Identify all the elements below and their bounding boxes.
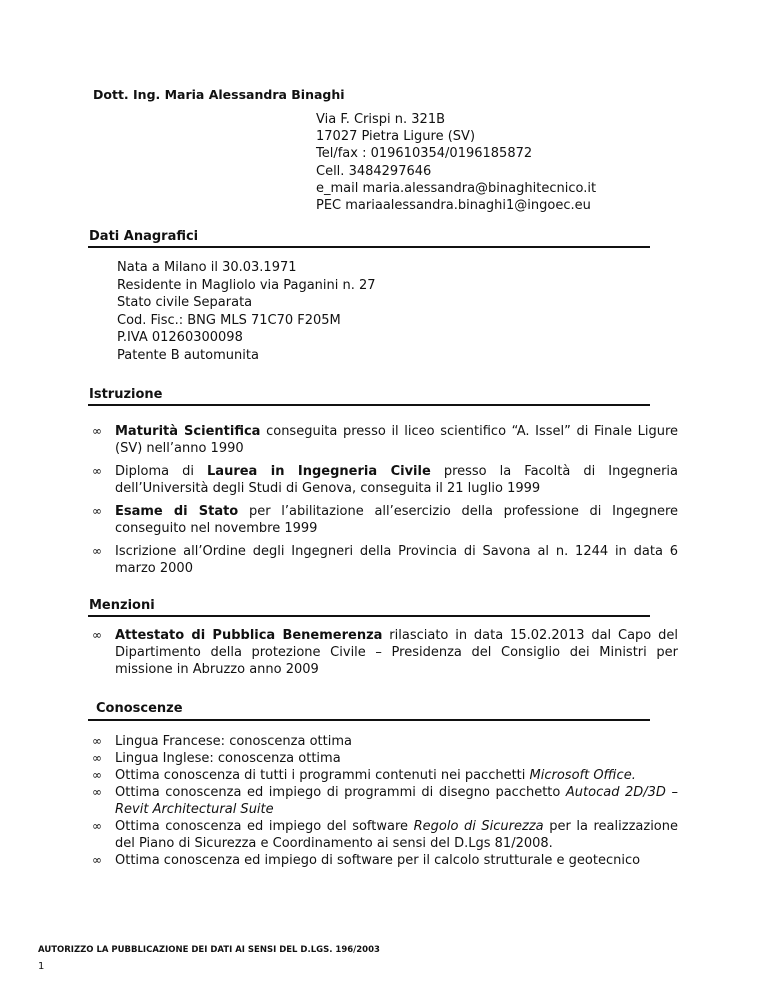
item-italic: Regolo di Sicurezza <box>413 819 544 834</box>
list-item <box>92 767 678 784</box>
page-number: 1 <box>38 961 45 972</box>
item-text: Ottima conoscenza di tutti i programmi contenuti nei pacchetti <box>115 768 530 783</box>
list-item <box>92 503 678 537</box>
contact-telfax: Tel/fax : 019610354/0196185872 <box>316 146 533 162</box>
infinity-bullet-icon: ∞ <box>92 785 102 799</box>
section-title-conoscenze: Conoscenze <box>96 701 183 716</box>
item-text: rilasciato in data 15.02.2013 dal Capo del Dipartimento della protezione Civile – Presidenza del Consiglio dei Ministri per missione in Abruzzo anno 2009 <box>115 628 678 677</box>
footer-note: AUTORIZZO LA PUBBLICAZIONE DEI DATI AI SENSI DEL D.LGS. 196/2003 <box>38 945 380 955</box>
item-italic: Autocad 2D/3D – Revit Architectural Suite <box>115 785 678 817</box>
contact-cell: Cell. 3484297646 <box>316 163 432 179</box>
infinity-bullet-icon: ∞ <box>92 751 102 765</box>
list-item <box>92 733 678 750</box>
list-item <box>92 852 678 869</box>
anagrafici-line: Residente in Magliolo via Paganini n. 27 <box>117 277 376 293</box>
item-text: per la realizzazione del Piano di Sicurezza e Coordinamento ai sensi del D.Lgs 81/2008. <box>115 819 678 851</box>
infinity-bullet-icon: ∞ <box>92 819 102 833</box>
conoscenze-list <box>92 733 678 869</box>
item-bold: Laurea in Ingegneria Civile <box>207 464 431 479</box>
section-divider <box>88 615 650 617</box>
list-item <box>92 543 678 577</box>
section-title-istruzione: Istruzione <box>89 387 163 402</box>
section-title-anagrafici: Dati Anagrafici <box>89 229 199 244</box>
infinity-bullet-icon: ∞ <box>92 768 102 782</box>
contact-city: 17027 Pietra Ligure (SV) <box>316 129 476 145</box>
section-divider <box>88 246 650 248</box>
item-text: Lingua Francese: conoscenza ottima <box>115 734 352 749</box>
item-text: conseguita presso il liceo scientifico “A. Issel” di Finale Ligure (SV) nell’anno 1990 <box>115 424 678 456</box>
item-text: per l’abilitazione all’esercizio della professione di Ingegnere conseguito nel novembre 1999 <box>115 504 678 536</box>
item-text: Ottima conoscenza ed impiego di programmi di disegno pacchetto <box>115 785 566 800</box>
item-text: presso la Facoltà di Ingegneria dell’Università degli Studi di Genova, conseguita il 21 luglio 1999 <box>115 464 678 496</box>
list-item <box>92 818 678 852</box>
infinity-bullet-icon: ∞ <box>92 464 102 478</box>
anagrafici-block <box>117 259 376 364</box>
contact-pec: PEC mariaalessandra.binaghi1@ingoec.eu <box>316 198 591 214</box>
author-name: Dott. Ing. Maria Alessandra Binaghi <box>93 87 345 102</box>
item-text: Lingua Inglese: conoscenza ottima <box>115 751 341 766</box>
list-item <box>92 463 678 497</box>
anagrafici-line: Nata a Milano il 30.03.1971 <box>117 260 297 275</box>
item-text: Diploma di <box>115 464 208 479</box>
item-bold: Maturità Scientifica <box>115 424 261 439</box>
list-item <box>92 750 678 767</box>
menzioni-list <box>92 627 678 678</box>
infinity-bullet-icon: ∞ <box>92 853 102 867</box>
anagrafici-line: P.IVA 01260300098 <box>117 330 243 345</box>
item-bold: Attestato di Pubblica Benemerenza <box>115 628 383 643</box>
section-title-menzioni: Menzioni <box>89 598 155 613</box>
infinity-bullet-icon: ∞ <box>92 734 102 748</box>
item-text: Ottima conoscenza ed impiego di software per il calcolo strutturale e geotecnico <box>115 853 641 868</box>
istruzione-list <box>92 423 678 577</box>
anagrafici-line: Cod. Fisc.: BNG MLS 71C70 F205M <box>117 312 341 328</box>
list-item <box>92 627 678 678</box>
infinity-bullet-icon: ∞ <box>92 628 102 642</box>
list-item <box>92 423 678 457</box>
section-divider <box>88 719 650 721</box>
infinity-bullet-icon: ∞ <box>92 504 102 518</box>
contact-address: Via F. Crispi n. 321B <box>316 112 446 127</box>
anagrafici-line: Stato civile Separata <box>117 295 253 310</box>
infinity-bullet-icon: ∞ <box>92 424 102 438</box>
infinity-bullet-icon: ∞ <box>92 544 102 558</box>
section-divider <box>88 404 650 406</box>
item-italic: Microsoft Office. <box>529 768 636 783</box>
item-text: Ottima conoscenza ed impiego del software <box>115 819 414 834</box>
item-bold: Esame di Stato <box>115 504 239 519</box>
item-text: Iscrizione all’Ordine degli Ingegneri della Provincia di Savona al n. 1244 in data 6 marzo 2000 <box>115 544 678 576</box>
anagrafici-line: Patente B automunita <box>117 347 259 363</box>
list-item <box>92 784 678 818</box>
contact-block <box>316 111 596 214</box>
contact-email: e_mail maria.alessandra@binaghitecnico.it <box>316 180 597 196</box>
